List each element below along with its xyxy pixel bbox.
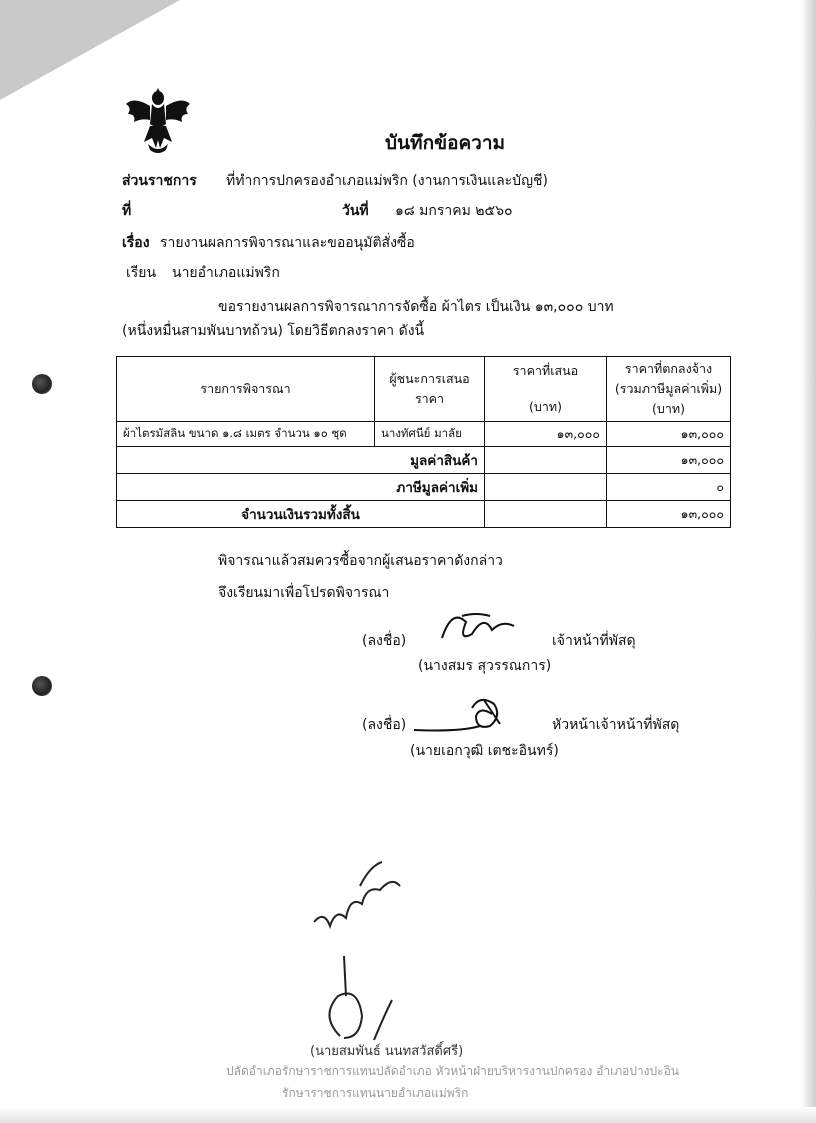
date-label: วันที่ — [342, 203, 369, 219]
ref-label: ที่ — [122, 203, 132, 219]
table-header-row — [117, 357, 731, 422]
header-offered-line1: ราคาที่เสนอ — [512, 363, 579, 378]
row-item: ผ้าไตรมัสลิน ขนาด ๑.๘ เมตร จำนวน ๑๐ ชุด — [117, 422, 375, 447]
header-offered-line2: (บาท) — [529, 399, 562, 414]
header-winner-line1: ผู้ชนะการเสนอ — [389, 371, 470, 386]
header-agreed-line3: (บาท) — [652, 401, 685, 416]
body-line-1: ขอรายงานผลการพิจารณาการจัดซื้อ ผ้าไตร เป็นเงิน ๑๓,๐๐๐ บาท — [218, 299, 614, 315]
vat-value: ๐ — [607, 474, 731, 501]
to-label: เรียน — [126, 265, 157, 281]
goods-value: ๑๓,๐๐๐ — [607, 447, 731, 474]
sign-label-2: (ลงชื่อ) — [362, 717, 407, 733]
table-row — [117, 422, 731, 447]
row-winner: นางทัศนีย์ มาลัย — [375, 422, 485, 447]
sig3-role: ปลัดอำเภอรักษาราชการแทนปลัดอำเภอ หัวหน้าฝ่ายบริหารงานปกครอง อำเภอปางปะอิน — [226, 1064, 679, 1078]
memo-title: บันทึกข้อความ — [385, 132, 506, 154]
closing-line-1: พิจารณาแล้วสมควรซื้อจากผู้เสนอราคาดังกล่าว — [218, 553, 503, 569]
punch-hole-bottom — [32, 676, 52, 696]
goods-value-label: มูลค่าสินค้า — [117, 447, 485, 474]
sig3-acting: รักษาราชการแทนนายอำเภอแม่พริก — [282, 1086, 469, 1100]
sig1-name: (นางสมร สุวรรณการ) — [418, 658, 552, 674]
body-line-2: (หนึ่งหมื่นสามพันบาทถ้วน) โดยวิธีตกลงราคา ดังนี้ — [122, 323, 425, 339]
header-agreed — [607, 357, 731, 422]
vat-row — [117, 474, 731, 501]
subject-label: เรื่อง — [122, 235, 150, 251]
subject-value: รายงานผลการพิจารณาและขออนุมัติสั่งซื้อ — [160, 235, 415, 251]
closing-line-2: จึงเรียนมาเพื่อโปรดพิจารณา — [218, 585, 390, 601]
sig3-name: (นายสมพันธ์ นนทสวัสดิ์ศรี) — [310, 1044, 464, 1059]
sign-label-1: (ลงชื่อ) — [362, 633, 407, 649]
row-agreed: ๑๓,๐๐๐ — [607, 422, 731, 447]
signature-2 — [410, 690, 540, 740]
header-agreed-line1: ราคาที่ตกลงจ้าง — [624, 361, 713, 376]
agency-label: ส่วนราชการ — [122, 173, 197, 189]
garuda-emblem-icon — [122, 84, 194, 156]
page-edge-shadow — [802, 0, 816, 1123]
row-offered: ๑๓,๐๐๐ — [485, 422, 607, 447]
header-offered — [485, 357, 607, 422]
procurement-table — [116, 356, 731, 528]
vat-label: ภาษีมูลค่าเพิ่ม — [117, 474, 485, 501]
header-item: รายการพิจารณา — [117, 357, 375, 422]
sig1-role: เจ้าหน้าที่พัสดุ — [552, 633, 636, 649]
page-bottom-shadow — [0, 1107, 816, 1123]
to-value: นายอำเภอแม่พริก — [172, 265, 280, 281]
header-agreed-line2: (รวมภาษีมูลค่าเพิ่ม) — [614, 381, 723, 396]
signature-1 — [432, 604, 532, 650]
sig2-role: หัวหน้าเจ้าหน้าที่พัสดุ — [552, 717, 680, 733]
punch-hole-top — [32, 374, 52, 394]
date-value: ๑๘ มกราคม ๒๕๖๐ — [395, 203, 513, 219]
agency-value: ที่ทำการปกครองอำเภอแม่พริก (งานการเงินและบัญชี) — [226, 173, 548, 189]
handwritten-approval-signature — [300, 856, 430, 1056]
header-winner-line2: ราคา — [414, 391, 445, 406]
total-value: ๑๓,๐๐๐ — [607, 501, 731, 528]
total-row — [117, 501, 731, 528]
header-winner — [375, 357, 485, 422]
sig2-name: (นายเอกวุฒิ เตชะอินทร์) — [410, 743, 559, 759]
total-label: จำนวนเงินรวมทั้งสิ้น — [117, 501, 485, 528]
goods-value-row — [117, 447, 731, 474]
